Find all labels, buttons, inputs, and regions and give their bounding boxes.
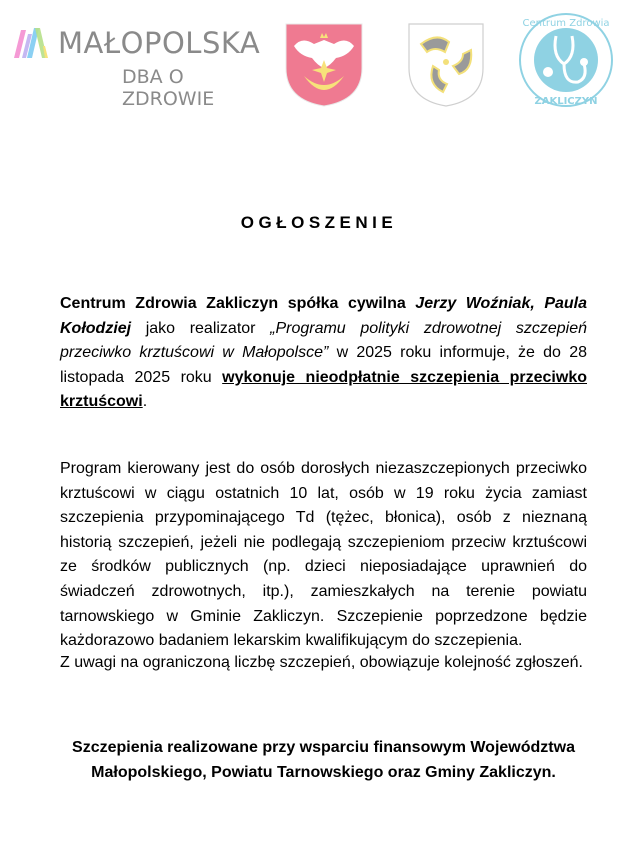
persons-names: Jerzy Woźniak, Paula Kołodziej [60,295,588,337]
paragraph-intro [60,292,587,415]
gmina-crest-icon [407,22,485,108]
intro-text-1: jako realizator [131,319,271,337]
intro-text-2: w 2025 roku informuje, że do 28 listopada 2025 roku [60,344,587,386]
malopolska-logo [14,26,264,110]
logo-row [0,0,638,120]
intro-end: . [142,393,148,411]
malopolska-m-icon [14,28,48,58]
organization-name: Centrum Zdrowia Zakliczyn spółka cywilna [60,295,406,312]
program-name: „Programu polityki zdrowotnej szczepień przeciwko krztuścowi w Małopolsce” [60,319,587,362]
malopolska-subtitle: DBA O ZDROWIE [122,66,215,110]
cz-top-text: Centrum Zdrowia [522,18,610,29]
malopolska-title: MAŁOPOLSKA [58,26,261,60]
funding-footer: Szczepienia realizowane przy wsparciu finansowym Województwa Małopolskiego, Powiatu Tarnowskiego oraz Gminy Zakliczyn. [72,739,575,781]
powiat-crest-icon [284,22,364,108]
paragraph-eligibility: Program kierowany jest do osób dorosłych niezaszczepionych przeciwko krztuścowi w ciągu ostatnich 10 lat, osób w 19 roku życia zamiast szczepienia przypominającego Td (tężec, błonica), osób z nieznaną historią szczepień, jeżeli nie podlegają szczepieniom przeciw krztuścowi ze środków publicznych (np. dzieci nieposiadające uprawnień do świadczeń zdrowotnych, itp.), zamieszkałych na terenie powiatu tarnowskiego w Gminie Zakliczyn. Szczepienie poprzedzone będzie każdorazowo badaniem lekarskim kwalifikującym do szczepienia. [60,460,587,650]
cz-bottom-text: ZAKLICZYN [534,96,598,107]
announcement-heading: OGŁOSZENIE [240,213,398,232]
centrum-zdrowia-logo [518,12,614,108]
paragraph-limited: Z uwagi na ograniczoną liczbę szczepień, obowiązuje kolejność zgłoszeń. [60,654,583,671]
free-vaccination-emphasis: wykonuje nieodpłatnie szczepienia przeciwko krztuścowi [60,368,587,411]
